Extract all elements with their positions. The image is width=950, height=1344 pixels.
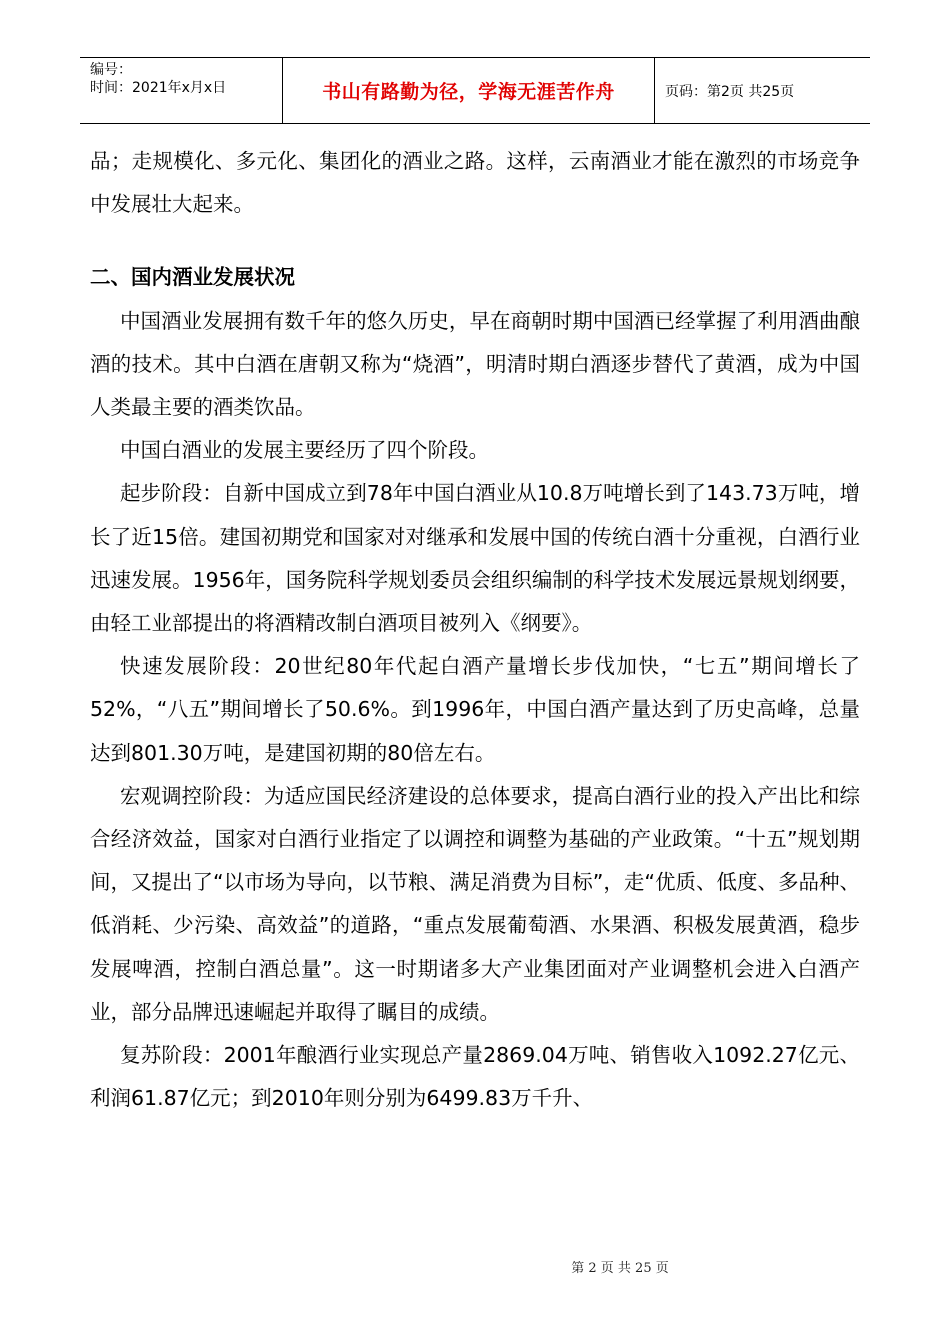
paragraph-continuation: 品；走规模化、多元化、集团化的酒业之路。这样，云南酒业才能在激烈的市场竞争中发展壮大起来。: [90, 149, 860, 217]
paragraph-stage-start: 起步阶段：自新中国成立到78年中国白酒业从10.8万吨增长到了143.73万吨，增长了近15倍。建国初期党和国家对对继承和发展中国的传统白酒十分重视，白酒行业迅速发展。1956年，国务院科学规划委员会组织编制的科学技术发展远景规划纲要，由轻工业部提出的将酒精改制白酒项目被列入《纲要》。: [90, 481, 860, 636]
document-time-label: 时间：2021年x月x日: [90, 80, 227, 96]
paragraph-stage-macro: 宏观调控阶段：为适应国民经济建设的总体要求，提高白酒行业的投入产出比和综合经济效益，国家对白酒行业指定了以调控和调整为基础的产业政策。“十五”规划期间，又提出了“以市场为导向，以节粮、满足消费为目标”，走“优质、低度、多品种、低消耗、少污染、高效益”的道路，“重点发展葡萄酒、水果酒、积极发展黄酒，稳步发展啤酒，控制白酒总量”。这一时期诸多大产业集团面对产业调整机会进入白酒产业，部分品牌迅速崛起并取得了瞩目的成绩。: [90, 783, 860, 1024]
page-footer: [0, 1257, 950, 1276]
section-heading: 二、国内酒业发展状况: [90, 265, 295, 290]
document-body: [90, 140, 860, 1120]
header-motto: 书山有路勤为径，学海无涯苦作舟: [282, 58, 655, 123]
document-number-label: 编号：: [90, 62, 132, 78]
paragraph-stage-recovery: 复苏阶段：2001年酿酒行业实现总产量2869.04万吨、销售收入1092.27亿元、利润61.87亿元；到2010年则分别为6499.83万千升、: [90, 1043, 860, 1111]
footer-page-number: 第 2 页 共 25 页: [571, 1261, 669, 1276]
paragraph-history: 中国酒业发展拥有数千年的悠久历史，早在商朝时期中国酒已经掌握了利用酒曲酿酒的技术。其中白酒在唐朝又称为“烧酒”，明清时期白酒逐步替代了黄酒，成为中国人类最主要的酒类饮品。: [90, 308, 860, 420]
header-page-info: 页码：第2页 共25页: [665, 83, 795, 100]
paragraph-stages-intro: 中国白酒业的发展主要经历了四个阶段。: [120, 438, 489, 463]
header-meta: [80, 58, 282, 123]
paragraph-stage-rapid: 快速发展阶段：20世纪80年代起白酒产量增长步伐加快，“七五”期间增长了52%，“八五”期间增长了50.6%。到1996年，中国白酒产量达到了历史高峰，总量达到801.30万吨，是建国初期的80倍左右。: [90, 654, 860, 765]
page-header: [80, 57, 870, 124]
